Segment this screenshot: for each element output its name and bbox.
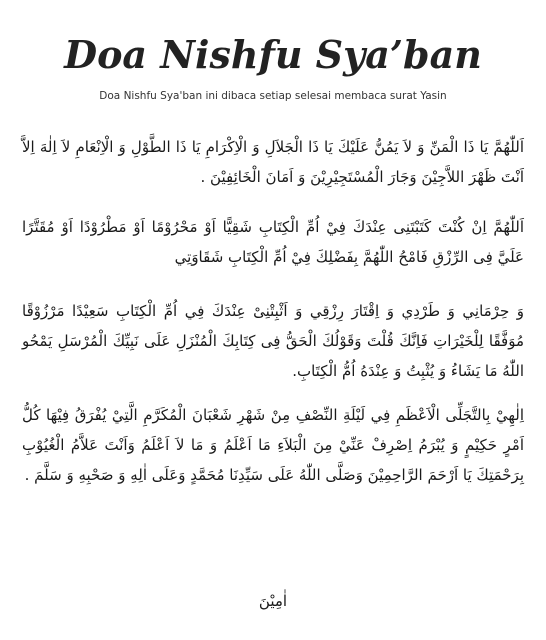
prayer-paragraph-1: اَللّٰهُمَّ يَا ذَا الْمَنِّ وَ لاَ يَمُنُّ عَلَيْكَ يَا ذَا الْجَلاَلِ وَ الْاِكْرَامِ يَا ذَا الطَّوْلِ وَ الْاِنْعَامِ لاَ اِلٰهَ اِلاَّ اَنْتَ ظَهْرَ اللاَّجِيْنَ وَجَارَ الْمُسْتَجِيْرِيْنَ وَ اَمَانَ الْخَائِفِيْنَ . (22, 138, 524, 186)
page-title: Doa Nishfu Sya’ban (64, 32, 482, 77)
closing-amin: اٰمِيْنَ (258, 592, 288, 610)
prayer-paragraph-3: وَ حِرْمَانِي وَ طَرْدِي وَ اِقْتَارَ رِزْقِي وَ اَثْبِتْنِىْ عِنْدَكَ فِي اُمِّ الْكِتَابِ سَعِيْدًا مَرْزُوْقًا مُوَفَّقًا لِلْخَيْرَاتِ فَاِنَّكَ قُلْتَ وَقَوْلُكَ الْحَقُّ فِى كِتَابِكَ الْمُنْزَلِ عَلَى نَبِيِّكَ الْمُرْسَلِ يَمْحُو اللّٰهُ مَا يَشَاءُ وَ يُثْبِتُ وَ عِنْدَهُ اُمُّ الْكِتَابِ. (22, 302, 524, 380)
prayer-paragraph-4: اِلٰهِيْ بِالتَّجَلِّى الْاَعْظَمِ فِي لَيْلَةِ النِّصْفِ مِنْ شَهْرِ شَعْبَانَ الْمُكَرَّمِ الَّتِيْ يُفْرَقُ فِيْهَا كُلُّ اَمْرٍ حَكِيْمٍ وَ يُبْرَمُ اِصْرِفْ عَنِّيْ مِنَ الْبَلاَءِ مَا اَعْلَمُ وَ مَا لاَ اَعْلَمُ وَاَنْتَ عَلاَّمُ الْغُيُوْبِ بِرَحْمَتِكَ يَا اَرْحَمَ الرَّاحِمِيْنَ وَصَلَّى اللّٰهُ عَلَى سَيِّدِنَا مُحَمَّدٍ وَعَلَى اٰلِهِ وَ صَحْبِهِ وَ سَلَّمَ . (22, 406, 524, 484)
page-subtitle: Doa Nishfu Sya'ban ini dibaca setiap selesai membaca surat Yasin (99, 90, 447, 102)
prayer-paragraph-2: اَللّٰهُمَّ اِنْ كُنْتَ كَتَبْتَنِى عِنْدَكَ فِيْ اُمِّ الْكِتَابِ شَقِيًّا اَوْ مَحْرُوْمًا اَوْ مَطْرُوْدًا اَوْ مُقَتَّرًا عَلَيَّ فِى الرِّزْقِ فَامْحُ اللّٰهُمَّ بِفَضْلِكَ فِيْ اُمِّ الْكِتَابِ شَقَاوَتِي (22, 218, 524, 266)
